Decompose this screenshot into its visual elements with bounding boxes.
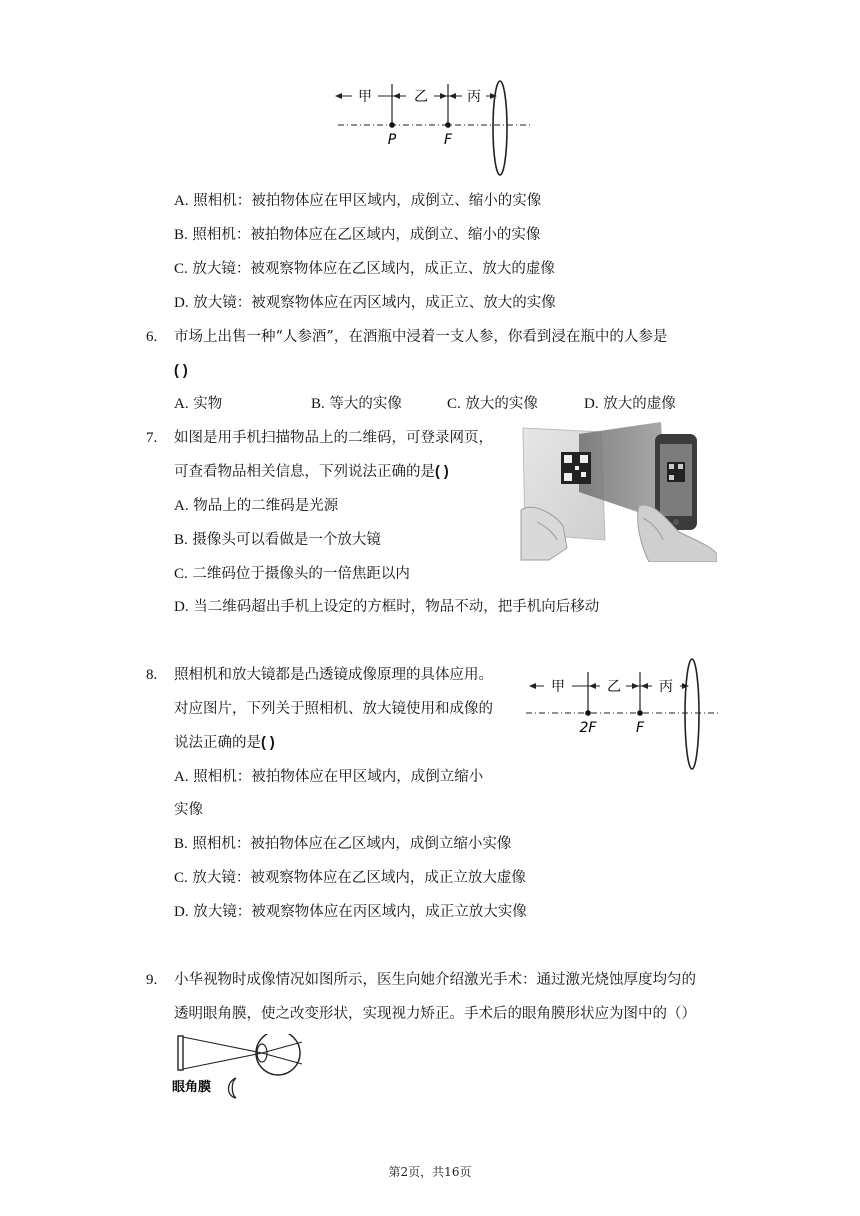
- option-text: 照相机：被拍物体应在乙区域内，成倒立缩小实像: [192, 836, 512, 852]
- option-letter: A.: [174, 498, 189, 514]
- region-label-yi: 乙: [414, 89, 428, 105]
- question-number-8: 8.: [146, 667, 158, 683]
- page-footer: 第2页，共16页: [388, 1165, 472, 1179]
- option-text: 放大的虚像: [603, 396, 676, 412]
- lens-diagram-2: [522, 656, 722, 774]
- q8-option-c: [174, 868, 526, 888]
- q8-stem-line3: [174, 733, 275, 753]
- region-label-jia: 甲: [358, 89, 372, 105]
- option-text: 物品上的二维码是光源: [193, 498, 339, 514]
- lens-diagram-1: [330, 78, 540, 178]
- option-letter: A.: [174, 396, 189, 412]
- q7-stem-text: 可查看物品相关信息，下列说法正确的是: [174, 464, 435, 480]
- option-letter: B.: [174, 227, 188, 243]
- option-text: 二维码位于摄像头的一倍焦距以内: [192, 566, 410, 582]
- option-text: 放大的实像: [465, 396, 538, 412]
- q6-option-a: [174, 394, 222, 414]
- question-number-9: 9.: [146, 972, 158, 988]
- region-label-bing: 丙: [467, 89, 481, 105]
- option-letter: B.: [174, 532, 188, 548]
- point-f-dot: [637, 710, 643, 716]
- q5-option-a: [174, 191, 541, 211]
- q5-option-d: [174, 293, 556, 313]
- option-letter: A.: [174, 193, 189, 209]
- option-text: 放大镜：被观察物体应在乙区域内，成正立、放大的虚像: [192, 261, 555, 277]
- region-label-bing: 丙: [659, 679, 673, 695]
- option-letter: B.: [311, 396, 325, 412]
- option-letter: C.: [174, 870, 188, 886]
- point-2f-dot: [585, 710, 591, 716]
- q8-answer-paren: ( ): [261, 735, 275, 751]
- question-number-7: 7.: [146, 430, 158, 446]
- q9-stem-line2: 透明眼角膜，使之改变形状，实现视力矫正。手术后的眼角膜形状应为图中的（）: [174, 1006, 696, 1022]
- option-letter: C.: [447, 396, 461, 412]
- q7-stem-line2: [174, 462, 449, 482]
- option-text: 实物: [193, 396, 223, 412]
- option-letter: A.: [174, 769, 189, 785]
- eye-cornea-diagram: [170, 1034, 310, 1100]
- point-f-dot: [445, 122, 451, 128]
- region-label-yi: 乙: [607, 679, 621, 695]
- q8-option-a: [174, 767, 483, 787]
- convex-lens: [685, 659, 699, 769]
- q7-option-c: [174, 564, 410, 584]
- option-text: 照相机：被拍物体应在甲区域内，成倒立缩小: [193, 769, 484, 785]
- q6-option-c: [447, 394, 538, 414]
- option-text: 放大镜：被观察物体应在乙区域内，成正立放大虚像: [192, 870, 526, 886]
- option-text: 摄像头可以看做是一个放大镜: [192, 532, 381, 548]
- option-text: 等大的实像: [329, 396, 402, 412]
- option-letter: C.: [174, 566, 188, 582]
- q7-stem-line1: 如图是用手机扫描物品上的二维码，可登录网页，: [174, 430, 493, 446]
- option-text: 照相机：被拍物体应在甲区域内，成倒立、缩小的实像: [193, 193, 542, 209]
- cornea-label: 眼角膜: [172, 1080, 212, 1095]
- q8-option-a-cont: 实像: [174, 802, 203, 818]
- option-text: 放大镜：被观察物体应在丙区域内，成正立放大实像: [193, 904, 527, 920]
- q7-option-b: [174, 530, 381, 550]
- option-text: 当二维码超出手机上设定的方框时，物品不动，把手机向后移动: [193, 599, 600, 615]
- q8-stem-line1: 照相机和放大镜都是凸透镜成像原理的具体应用。: [174, 667, 493, 683]
- option-text: 照相机：被拍物体应在乙区域内，成倒立、缩小的实像: [192, 227, 541, 243]
- option-letter: B.: [174, 836, 188, 852]
- q5-option-c: [174, 259, 555, 279]
- qr-scan-photo: [519, 422, 717, 562]
- point-label-2f: 2F: [579, 720, 597, 736]
- q6-answer-paren: ( ): [174, 363, 188, 379]
- cornea-crescent-icon: [229, 1078, 237, 1098]
- q8-stem-text: 说法正确的是: [174, 735, 261, 751]
- option-letter: D.: [174, 599, 189, 615]
- q9-stem-line1: 小华视物时成像情况如图所示，医生向她介绍激光手术：通过激光烧蚀厚度均匀的: [174, 972, 696, 988]
- q7-option-a: [174, 496, 338, 516]
- point-p-dot: [389, 122, 395, 128]
- q5-option-b: [174, 225, 540, 245]
- option-letter: D.: [174, 295, 189, 311]
- convex-lens: [493, 81, 507, 175]
- q8-option-d: [174, 902, 527, 922]
- option-text: 放大镜：被观察物体应在丙区域内，成正立、放大的实像: [193, 295, 556, 311]
- option-letter: D.: [174, 904, 189, 920]
- q6-option-d: [584, 394, 676, 414]
- point-label-f: F: [443, 132, 453, 148]
- q8-option-b: [174, 834, 511, 854]
- q8-stem-line2: 对应图片，下列关于照相机、放大镜使用和成像的: [174, 701, 493, 717]
- q6-option-b: [311, 394, 402, 414]
- option-letter: D.: [584, 396, 599, 412]
- point-label-p: P: [387, 132, 397, 148]
- question-number-6: 6.: [146, 329, 158, 345]
- point-label-f: F: [635, 720, 645, 736]
- q6-stem-line1: 市场上出售一种“人参酒”，在酒瓶中浸着一支人参，你看到浸在瓶中的人参是: [174, 329, 668, 345]
- region-label-jia: 甲: [551, 679, 565, 695]
- q7-option-d: [174, 597, 599, 617]
- option-letter: C.: [174, 261, 188, 277]
- q7-answer-paren: ( ): [435, 464, 449, 480]
